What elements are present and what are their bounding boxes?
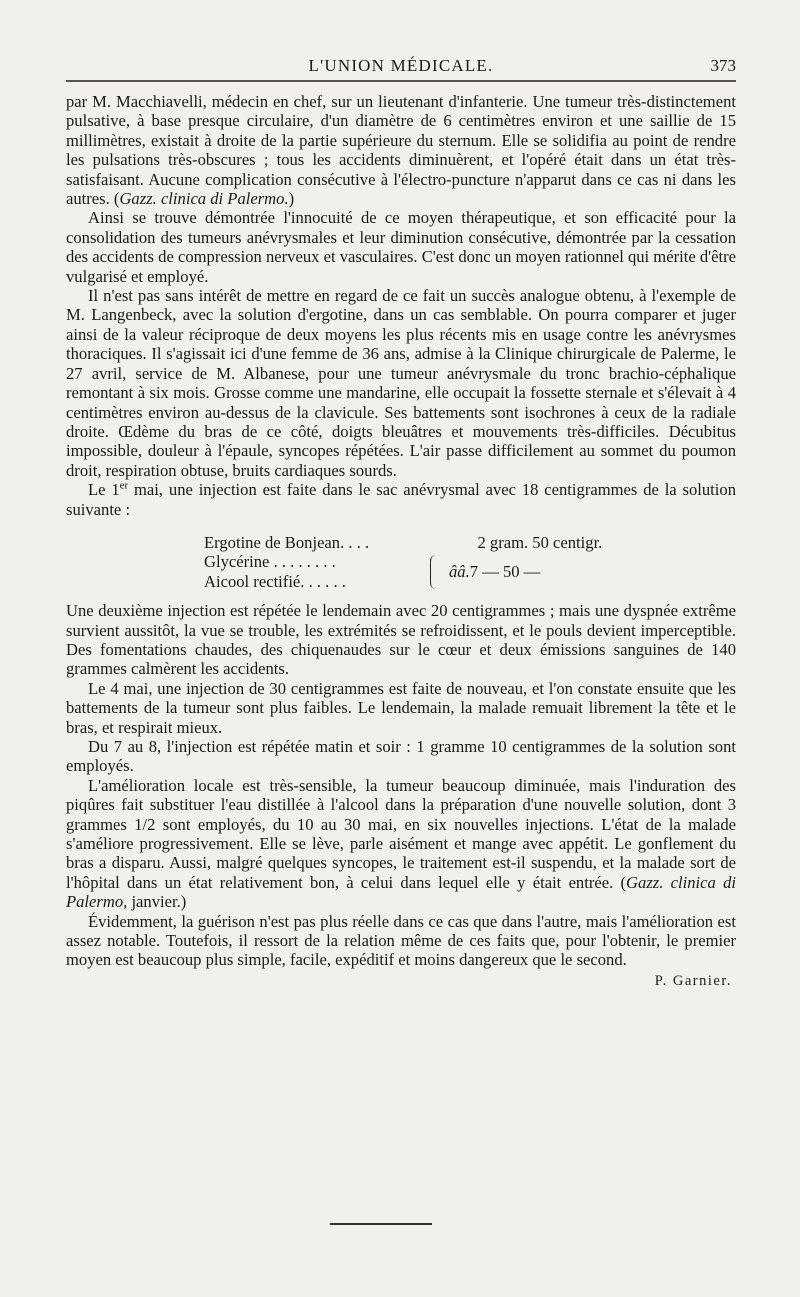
paragraph-7: Du 7 au 8, l'injection est répétée matin et soir : 1 gramme 10 centigrammes de la solution sont employés. bbox=[66, 737, 736, 776]
recipe-formula bbox=[204, 533, 736, 591]
recipe-row-glycerine: Glycérine . . . . . . . . bbox=[204, 552, 336, 572]
citation: Gazz. clinica di Palermo. bbox=[119, 189, 289, 209]
recipe-row-ergotine: Ergotine de Bonjean. . . . 2 gram. 50 centigr. bbox=[204, 532, 603, 552]
brace-icon bbox=[430, 555, 441, 589]
paragraph-6: Le 4 mai, une injection de 30 centigrammes est faite de nouveau, et l'on constate ensuite que les battements de la tumeur sont plus faibles. Le lendemain, la malade remuait librement la tête et le bras, et respirait mieux. bbox=[66, 678, 736, 737]
paragraph-5: Une deuxième injection est répétée le lendemain avec 20 centigrammes ; mais une dyspnée extrême survient aussitôt, la vue se trouble, les extrémités se refroidissent, et le pouls devient imperceptible. Des fomentations chaudes, des chiquenaudes sur le cœur et deux émissions sanguines de 140 grammes calmèrent les accidents. bbox=[66, 601, 736, 679]
article-body bbox=[66, 92, 736, 991]
paragraph-8: L'amélioration locale est très-sensible, la tumeur beaucoup diminuée, mais l'induration des piqûres fait substituer l'eau distillée à l'alcool dans la préparation d'une nouvelle solution, dont 3 grammes 1/2 sont employés, du 10 au 30 mai, en six nouvelles injections. L'état de la malade s'améliore progressivement. Elle se lève, parle aisément et mange avec appétit. Le gonflement du bras a disparu. Aussi, malgré quelques syncopes, le traitement est-il suspendu, et la malade sort de l'hôpital dans un état relativement bon, à celui dans lequel elle y était entrée. (Gazz. clinica di Palermo, janvier.) bbox=[66, 775, 737, 912]
recipe-brace-group bbox=[204, 552, 736, 591]
closing-rule bbox=[330, 1223, 432, 1225]
recipe-abbrev: ââ. bbox=[449, 562, 470, 582]
page-number: 373 bbox=[710, 56, 736, 75]
paragraph-4: Le 1er mai, une injection est faite dans le sac anévrysmal avec 18 centigrammes de la solution suivante : bbox=[66, 479, 736, 519]
paragraph-1: par M. Macchiavelli, médecin en chef, sur un lieutenant d'infanterie. Une tumeur très-distinctement pulsative, à base presque circulaire, d'un diamètre de 6 centimètres environ et une saillie de 15 millimètres, existait à droite de la partie supérieure du sternum. Elle se solidifia au point de rendre les pulsations très-obscures ; tous les accidents diminuèrent, et l'opéré était dans un état très-satisfaisant. Aucune complication consécutive à l'électro-puncture n'apparut dans ce cas ni dans les autres. (Gazz. clinica di Palermo.) bbox=[66, 92, 736, 209]
recipe-group-qty: 7 — 50 — bbox=[469, 562, 541, 582]
citation: Gazz. clinica di Palermo, bbox=[66, 872, 737, 912]
paragraph-9: Évidemment, la guérison n'est pas plus réelle dans ce cas que dans l'autre, mais l'amélioration est assez notable. Toutefois, il ressort de la relation même de ces faits que, pour l'obtenir, le premier moyen est beaucoup plus simple, facile, expéditif et moins dangereux que le second. bbox=[66, 911, 736, 970]
running-title: L'UNION MÉDICALE. bbox=[308, 56, 494, 75]
paragraph-3: Il n'est pas sans intérêt de mettre en regard de ce fait un succès analogue obtenu, à l'exemple de M. Langenbeck, avec la solution d'ergotine, dans un cas semblable. On pourra comparer et juger ainsi de la valeur réciproque de deux moyens les plus récents mis en usage contre les anévrysmes thoraciques. Il s'agissait ici d'une femme de 36 ans, admise à la Clinique chirurgicale de Palerme, le 27 avril, service de M. Albanese, pour une tumeur anévrysmale du tronc brachio-céphalique remontant à six mois. Grosse comme une mandarine, elle occupait la fossette sternale et s'élevait à 4 centimètres environ au-dessus de la clavicule. Ses battements sont isochrones à ceux de la radiale droite. Œdème du bras de ce côté, doigts bleuâtres et mouvements très-difficiles. Décubitus impossible, douleur à l'épaule, syncopes répétées. L'air passe difficilement au sommet du poumon droit, respiration obtuse, bruits cardiaques sourds. bbox=[66, 286, 736, 480]
recipe-row-alcool: Aicool rectifié. . . . . . bbox=[204, 571, 346, 591]
page-header bbox=[66, 52, 736, 78]
paragraph-2: Ainsi se trouve démontrée l'innocuité de ce moyen thérapeutique, et son efficacité pour la consolidation des tumeurs anévrysmales et leur diminution consécutive, démontrée par la cessation des accidents de compression nerveux et vasculaires. C'est donc un moyen rationnel qui mérite d'être vulgarisé et employé. bbox=[66, 208, 736, 286]
header-rule bbox=[66, 80, 736, 82]
author-signature: P. Garnier. bbox=[654, 972, 732, 989]
